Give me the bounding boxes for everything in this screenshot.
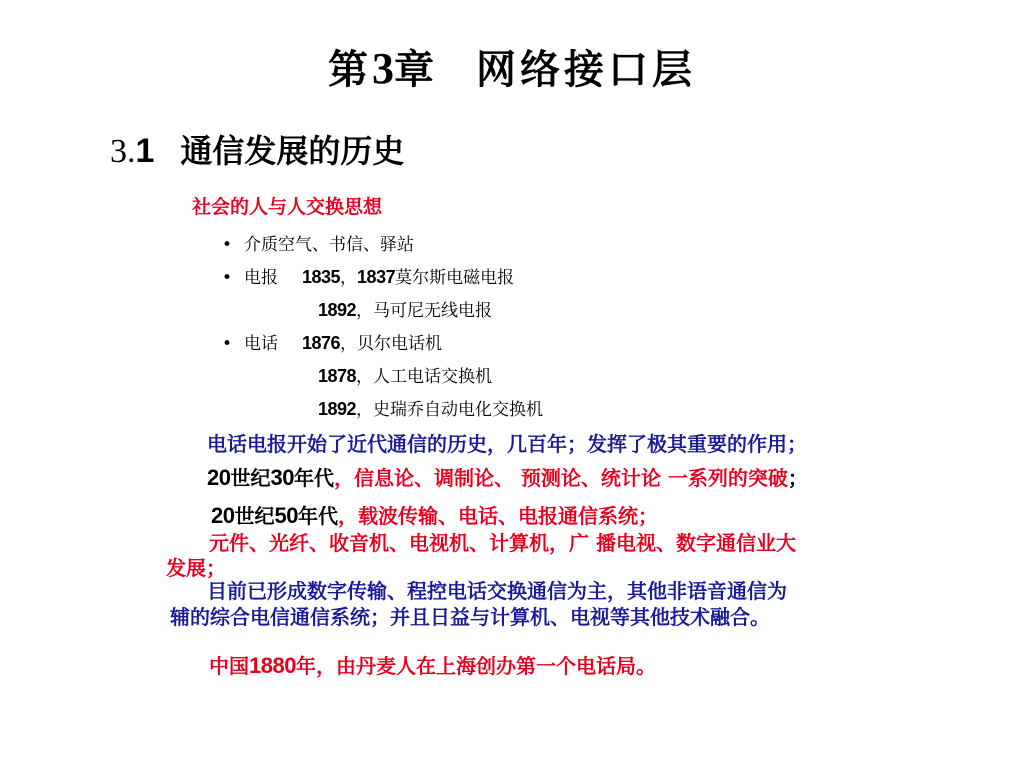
decade-number: 20 [211,503,235,528]
paragraph-china [209,650,656,679]
china-label: 中国 [209,654,249,678]
chapter-prefix: 第 [328,46,372,93]
year: 1878 [318,366,357,386]
paragraph-current-line1: 目前已形成数字传输、程控电话交换通信为主，其他非语音通信为 [207,579,787,603]
separator: ， [356,301,374,321]
decade-number: 50 [274,503,298,528]
decade-number: 20 [207,465,231,490]
decade-number: 30 [270,465,294,490]
year: 1837 [357,267,396,287]
telephone-label: 电话 [244,334,278,354]
separator: ； [787,466,808,490]
entry-text: 史瑞乔自动电化交换机 [373,400,544,420]
bullet-icon: • [222,268,233,288]
china-text: 年，由丹麦人在上海创办第一个电话局。 [295,654,656,678]
subhead: 社会的人与人交换思想 [192,196,383,218]
list-item-telegraph-2 [318,296,492,321]
section-number-int: 3. [110,133,136,170]
list-item-medium [222,230,414,255]
bullet-icon: • [222,235,233,255]
list-item-telephone [222,329,442,354]
entry-text: 莫尔斯电磁电报 [395,268,515,288]
separator: ， [340,268,358,288]
list-item-telegraph [222,263,514,288]
section-number [110,133,154,170]
entry-text: 人工电话交换机 [373,367,493,387]
carrier-systems: ，载波传输、电话、电报通信系统； [337,504,658,528]
paragraph-1930s [207,462,808,491]
section-name: 通信发展的历史 [180,132,405,170]
paragraph-1950s [211,500,658,529]
paragraph-current-line2: 辅的综合电信通信系统；并且日益与计算机、电视等其他技术融合。 [170,605,770,629]
entry-text: 马可尼无线电报 [373,301,493,321]
list-item-telephone-2 [318,362,492,387]
chapter-name: 网络接口层 [476,46,696,93]
decade-label: 年代 [293,466,334,490]
year: 1835 [302,267,341,287]
entry-text: 贝尔电话机 [357,334,443,354]
chapter-suffix: 章 [394,46,438,93]
chapter-title [0,38,1024,95]
bullet-icon: • [222,334,233,354]
section-number-dec: 1 [135,132,155,170]
year: 1876 [302,333,341,353]
chapter-number: 3 [372,44,394,93]
separator: ， [356,367,374,387]
theory-breakthroughs: ，信息论、调制论、 预测论、统计论 一系列的突破 [333,466,788,490]
separator: ， [356,400,374,420]
year: 1880 [249,653,296,678]
section-title [110,126,404,172]
decade-label: 年代 [297,504,338,528]
separator: ， [340,334,358,354]
telegraph-label: 电报 [244,268,278,288]
paragraph-history: 电话电报开始了近代通信的历史，几百年；发挥了极其重要的作用； [207,432,807,456]
year: 1892 [318,399,357,419]
century-label: 世纪 [234,504,275,528]
paragraph-devices-line2: 发展； [166,556,226,580]
paragraph-devices-line1: 元件、光纤、收音机、电视机、计算机，广 播电视、数字通信业大 [209,531,796,555]
century-label: 世纪 [230,466,271,490]
year: 1892 [318,300,357,320]
medium-text: 介质空气、书信、驿站 [244,235,414,255]
list-item-telephone-3 [318,395,543,420]
